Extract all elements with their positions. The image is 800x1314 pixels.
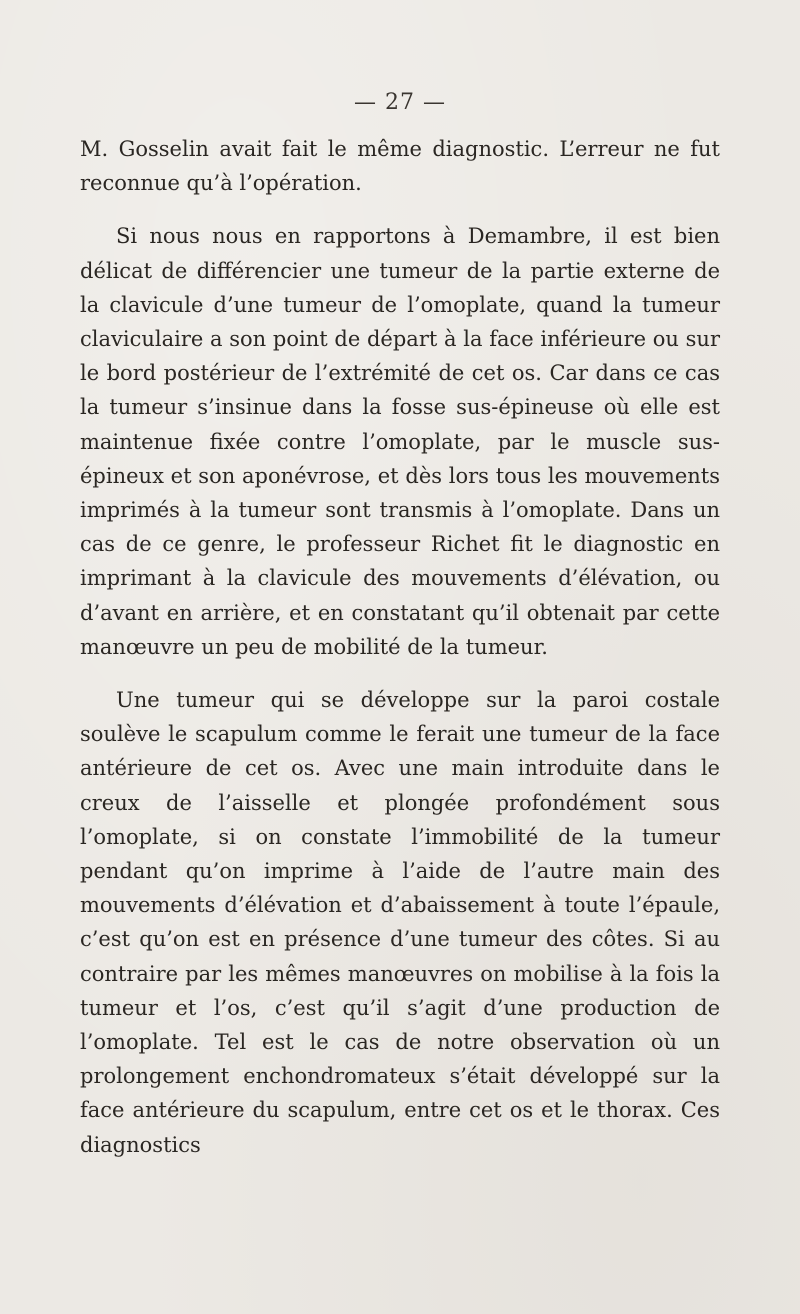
- paragraph-2: Si nous nous en rapportons à Demambre, il est bien délicat de différencier une tumeur de la partie externe de la clavicule d’une tumeur de l’omoplate, quand la tumeur claviculaire a son point de départ à la face inférieure ou sur le bord postérieur de l’extrémité de cet os. Car dans ce cas la tumeur s’insinue dans la fosse sus-épineuse où elle est maintenue fixée contre l’omoplate, par le muscle sus-épineux et son aponévrose, et dès lors tous les mouvements imprimés à la tumeur sont transmis à l’omoplate. Dans un cas de ce genre, le professeur Richet fit le diagnostic en imprimant à la clavicule des mouvements d’élévation, ou d’avant en arrière, et en constatant qu’il obtenait par cette manœuvre un peu de mobilité de la tumeur.: [80, 224, 720, 659]
- paragraph-1: M. Gosselin avait fait le même diagnostic. L’erreur ne fut reconnue qu’à l’opération.: [80, 137, 720, 196]
- body-text: [80, 132, 720, 1162]
- page-number: — 27 —: [354, 90, 446, 115]
- paragraph-3: Une tumeur qui se développe sur la paroi costale soulève le scapulum comme le ferait une tumeur de la face antérieure de cet os. Avec une main introduite dans le creux de l’aisselle et plongée profondément sous l’omoplate, si on constate l’immobilité de la tumeur pendant qu’on imprime à l’aide de l’autre main des mouvements d’élévation et d’abaissement à toute l’épaule, c’est qu’on est en présence d’une tumeur des côtes. Si au contraire par les mêmes manœuvres on mobilise à la fois la tumeur et l’os, c’est qu’il s’agit d’une production de l’omoplate. Tel est le cas de notre observation où un prolongement enchondromateux s’était développé sur la face antérieure du scapulum, entre cet os et le thorax. Ces diagnostics: [80, 688, 720, 1157]
